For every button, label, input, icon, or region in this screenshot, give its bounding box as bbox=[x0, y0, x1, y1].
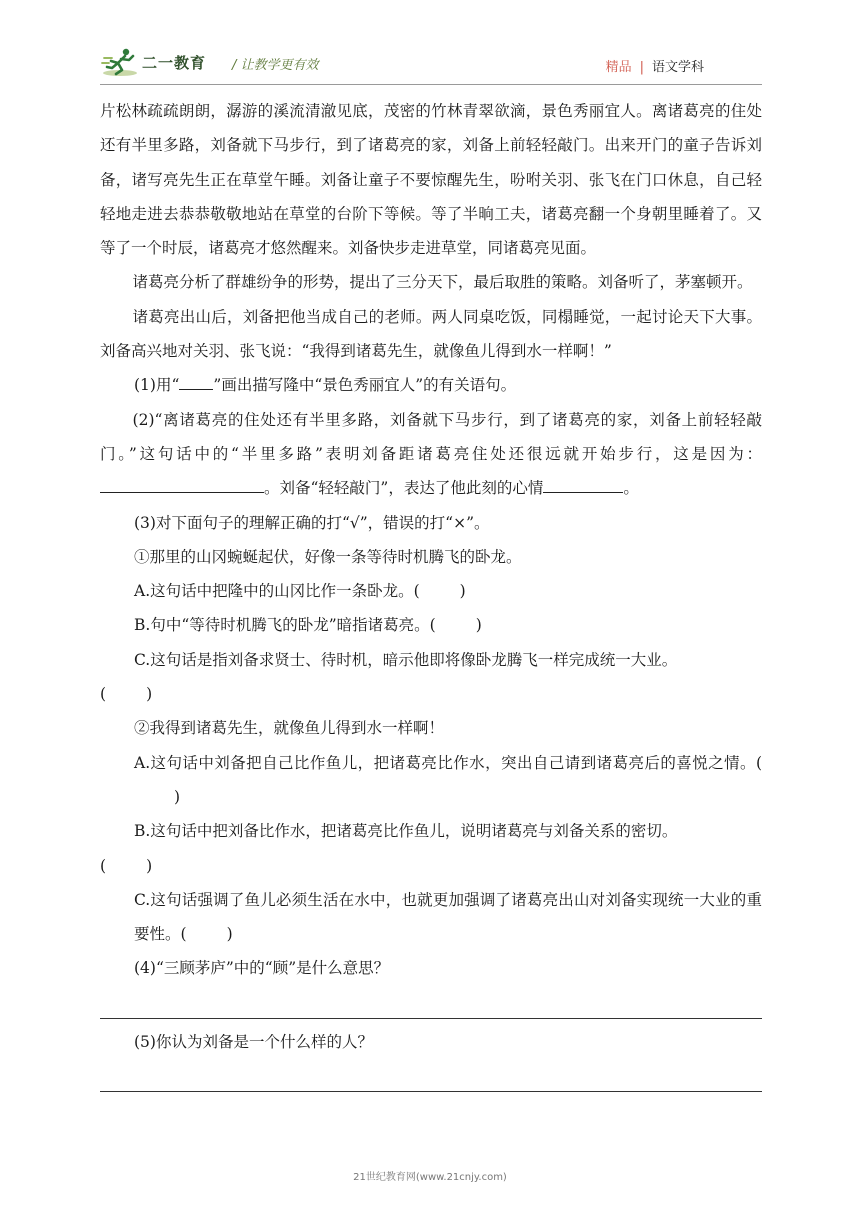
subject-tag bbox=[606, 56, 704, 75]
question-3: (3)对下面句子的理解正确的打“√”，错误的打“×”。 bbox=[134, 513, 490, 532]
passage-paragraph: 片松林疏疏朗朗，潺游的溪流清澈见底，茂密的竹林青翠欲滴，景色秀丽宜人。离诸葛亮的住处还有半里多路，刘备就下马步行，到了诸葛亮的家，刘备上前轻轻敲门。出来开门的童子告诉刘备，诸写亮先生正在草堂午睡。刘备让童子不要惊醒先生，吩咐关羽、张飞在门口休息，自己轻轻地走进去恭恭敬敬地站在草堂的台阶下等候。等了半晌工夫，诸葛亮翻一个身朝里睡着了。又等了一个时辰，诸葛亮才悠然醒来。刘备快步走进草堂，同诸葛亮见面。 bbox=[100, 102, 762, 258]
option-text: A.这句话中刘备把自己比作鱼儿，把诸葛亮比作水，突出自己请到诸葛亮后的喜悦之情。( bbox=[134, 753, 762, 772]
question-text: 。刘备“轻轻敲门”，表达了他此刻的心情 bbox=[264, 479, 544, 498]
question-2 bbox=[100, 403, 762, 506]
question-text: (1)用“ bbox=[134, 376, 180, 395]
paren: ( bbox=[100, 685, 107, 704]
worksheet-content bbox=[100, 94, 762, 1092]
answer-paren bbox=[100, 849, 762, 883]
question-4: (4)“三顾茅庐”中的“顾”是什么意思？ bbox=[134, 959, 390, 978]
paren: ) bbox=[459, 582, 466, 601]
option-text: A.这句话中把隆中的山冈比作一条卧龙。( bbox=[134, 582, 420, 601]
passage-paragraph: 诸葛亮分析了群雄纷争的形势，提出了三分天下，最后取胜的策略。刘备听了，茅塞顿开。 bbox=[132, 273, 753, 292]
answer-blank[interactable] bbox=[543, 474, 623, 493]
answer-blank[interactable] bbox=[100, 474, 264, 493]
logo bbox=[100, 46, 206, 78]
paren: ) bbox=[475, 616, 482, 635]
paren: ) bbox=[146, 856, 153, 875]
option-1c: C.这句话是指刘备求贤士、待时机，暗示他即将像卧龙腾飞一样完成统一大业。 bbox=[134, 650, 678, 669]
paren: ) bbox=[174, 787, 181, 806]
question-text: 。 bbox=[623, 479, 639, 498]
question-text: (2)“离诸葛亮的住处还有半里多路，刘备就下马步行，到了诸葛亮的家，刘备上前轻轻敲门。”这句话中的“半里多路”表明刘备距诸葛亮住处还很远就开始步行，这是因为： bbox=[100, 410, 762, 463]
subject-label: 语文学科 bbox=[651, 60, 704, 75]
answer-line[interactable] bbox=[100, 988, 762, 1019]
option-2b: B.这句话中把刘备比作水，把诸葛亮比作鱼儿，说明诸葛亮与刘备关系的密切。 bbox=[134, 822, 678, 841]
premium-label: 精品 bbox=[605, 60, 632, 75]
tag-separator: | bbox=[639, 60, 644, 75]
option-1a bbox=[100, 574, 762, 608]
question-5: (5)你认为刘备是一个什么样的人？ bbox=[134, 1032, 373, 1051]
paren: ) bbox=[226, 925, 233, 944]
answer-paren bbox=[100, 677, 762, 711]
question-text: ”画出描写隆中“景色秀丽宜人”的有关语句。 bbox=[213, 376, 517, 395]
page-header bbox=[100, 44, 762, 85]
underline-sample bbox=[179, 371, 213, 390]
option-text: C.这句话强调了鱼儿必须生活在水中，也就更加强调了诸葛亮出山对刘备实现统一大业的重要性。( bbox=[134, 890, 762, 944]
option-2a bbox=[100, 746, 762, 815]
answer-line[interactable] bbox=[100, 1061, 762, 1092]
option-1b bbox=[100, 608, 762, 642]
paren: ) bbox=[146, 685, 153, 704]
running-figure-icon bbox=[100, 46, 140, 78]
question-1 bbox=[100, 368, 762, 402]
sentence-2: ②我得到诸葛先生，就像鱼儿得到水一样啊！ bbox=[134, 719, 445, 738]
option-text: B.句中“等待时机腾飞的卧龙”暗指诸葛亮。( bbox=[134, 616, 436, 635]
logo-text: 二一教育 bbox=[142, 53, 207, 72]
option-2c bbox=[100, 883, 762, 952]
passage-paragraph: 诸葛亮出山后，刘备把他当成自己的老师。两人同桌吃饭，同榻睡觉，一起讨论天下大事。刘备高兴地对关羽、张飞说：“我得到诸葛先生，就像鱼儿得到水一样啊！” bbox=[100, 307, 762, 361]
paren: ( bbox=[100, 856, 107, 875]
sentence-1: ①那里的山冈蜿蜒起伏，好像一条等待时机腾飞的卧龙。 bbox=[134, 547, 522, 566]
page-footer: 21世纪教育网(www.21cnjy.com) bbox=[353, 1172, 507, 1183]
slogan: / 让教学更有效 bbox=[232, 58, 319, 73]
